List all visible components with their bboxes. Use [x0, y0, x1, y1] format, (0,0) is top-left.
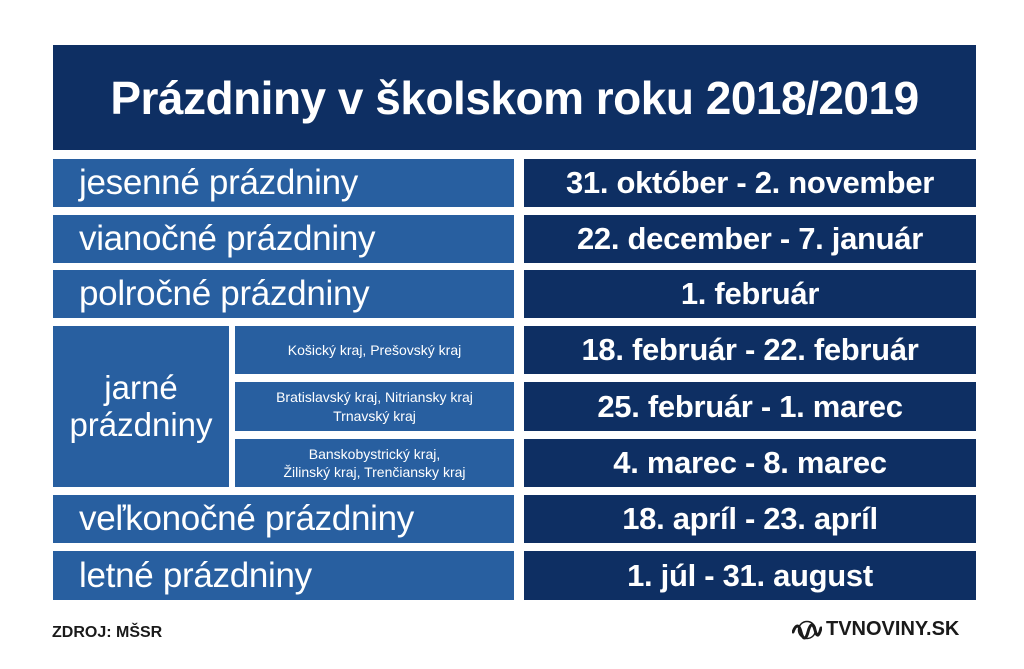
- brand-footer[interactable]: [792, 618, 959, 641]
- row-value-velkonocne: 18. apríl - 23. apríl: [524, 495, 976, 543]
- row-value-letne: 1. júl - 31. august: [524, 551, 976, 600]
- spring-value-bratislava-nitra-trnava: 25. február - 1. marec: [524, 382, 976, 431]
- spring-value-bbystrica-zilina-trencin: 4. marec - 8. marec: [524, 439, 976, 487]
- row-value-vianocne: 22. december - 7. január: [524, 215, 976, 263]
- spring-label-line1: jarné: [104, 369, 178, 407]
- row-label-jesenne: jesenné prázdniny: [53, 159, 514, 207]
- row-value-jesenne: 31. október - 2. november: [524, 159, 976, 207]
- spring-label-line2: prázdniny: [69, 405, 213, 443]
- spring-region-line2: Trnavský kraj: [333, 407, 416, 424]
- spring-region-bratislava-nitra-trnava: [235, 382, 514, 431]
- spring-value-kosice-presov: 18. február - 22. február: [524, 326, 976, 374]
- spring-label: [53, 326, 229, 487]
- row-label-polrocne: polročné prázdniny: [53, 270, 514, 318]
- spring-region-line1: Košický kraj, Prešovský kraj: [287, 341, 462, 358]
- row-label-letne: letné prázdniny: [53, 551, 514, 600]
- spring-region-line2: Žilinský kraj, Trenčiansky kraj: [283, 464, 466, 480]
- spring-region-line1: Bratislavský kraj, Nitriansky kraj: [276, 389, 473, 406]
- row-value-polrocne: 1. február: [524, 270, 976, 318]
- brand-name: TVNOVINY.SK: [826, 618, 960, 640]
- spring-region-kosice-presov: [235, 326, 514, 374]
- page-title: Prázdniny v školskom roku 2018/2019: [53, 45, 976, 150]
- spring-region-line1: Banskobystrický kraj,: [308, 445, 441, 462]
- row-label-vianocne: vianočné prázdniny: [53, 215, 514, 263]
- spring-region-bbystrica-zilina-trencin: [235, 439, 514, 487]
- row-label-velkonocne: veľkonočné prázdniny: [53, 495, 514, 543]
- tvnoviny-wave-logo-icon: [792, 620, 822, 640]
- source-note: ZDROJ: MŠSR: [52, 624, 163, 641]
